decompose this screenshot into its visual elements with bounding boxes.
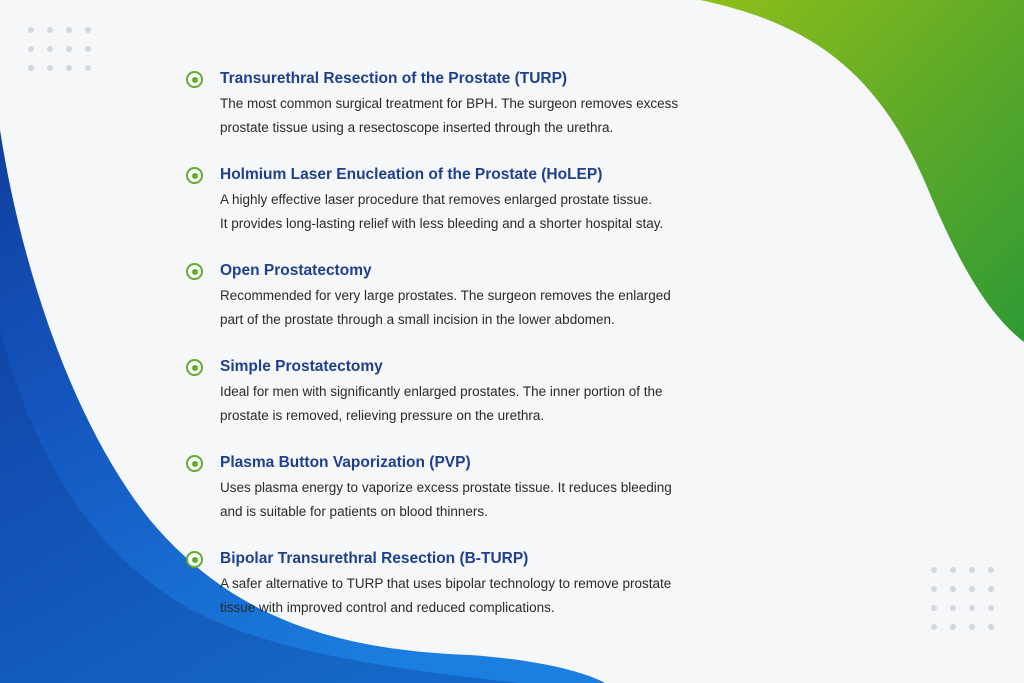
item-description: Uses plasma energy to vaporize excess prostate tissue. It reduces bleeding and is suitable for patients on blood thinners. (220, 480, 672, 519)
bullet-circle-icon (186, 455, 203, 472)
bullet-circle-icon (186, 359, 203, 376)
decorative-dots-top-left (28, 27, 91, 71)
list-item (186, 164, 746, 260)
list-item (186, 452, 746, 548)
list-item (186, 68, 746, 164)
bullet-circle-icon (186, 551, 203, 568)
list-item (186, 260, 746, 356)
item-title: Bipolar Transurethral Resection (B-TURP) (220, 550, 529, 567)
item-title: Plasma Button Vaporization (PVP) (220, 454, 471, 471)
item-title: Simple Prostatectomy (220, 358, 383, 375)
bullet-circle-icon (186, 167, 203, 184)
treatment-list (186, 68, 746, 644)
item-description: Recommended for very large prostates. The surgeon removes the enlarged part of the prostate through a small incision in the lower abdomen. (220, 288, 671, 327)
item-description: Ideal for men with significantly enlarged prostates. The inner portion of the prostate is removed, relieving pressure on the urethra. (220, 384, 663, 423)
item-description: A highly effective laser procedure that removes enlarged prostate tissue. It provides long-lasting relief with less bleeding and a shorter hospital stay. (220, 192, 664, 231)
item-description: A safer alternative to TURP that uses bipolar technology to remove prostate tissue with improved control and reduced complications. (220, 576, 672, 615)
bullet-circle-icon (186, 71, 203, 88)
list-item (186, 548, 746, 644)
item-title: Open Prostatectomy (220, 262, 372, 279)
item-title: Holmium Laser Enucleation of the Prostate (HoLEP) (220, 166, 603, 183)
bullet-circle-icon (186, 263, 203, 280)
list-item (186, 356, 746, 452)
decorative-dots-bottom-right (931, 567, 994, 630)
item-description: The most common surgical treatment for BPH. The surgeon removes excess prostate tissue using a resectoscope inserted through the urethra. (220, 96, 679, 135)
item-title: Transurethral Resection of the Prostate (TURP) (220, 70, 568, 87)
